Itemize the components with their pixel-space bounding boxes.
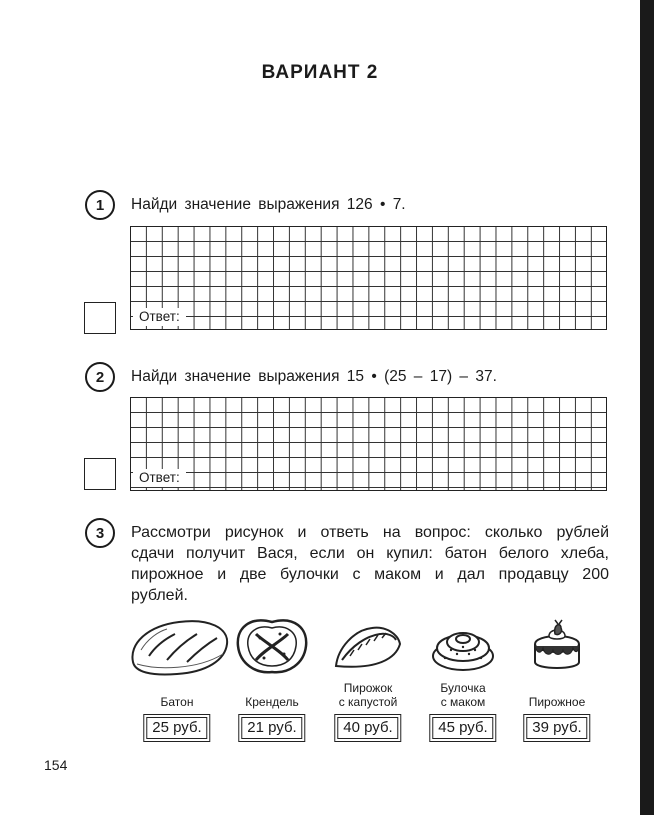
price-tag	[143, 714, 210, 742]
page-title: ВАРИАНТ 2	[261, 62, 379, 83]
product-price: 21 руб.	[241, 717, 302, 739]
pretzel-icon	[230, 614, 314, 678]
product-item	[413, 614, 513, 744]
task-2-answer-grid[interactable]	[130, 397, 607, 491]
task-2-text: Найди значение выражения 15 • (25 – 17) – 37.	[131, 368, 497, 385]
product-price: 39 руб.	[526, 717, 587, 739]
price-tag	[523, 714, 590, 742]
product-name-line2: Пирожное	[528, 695, 586, 709]
product-item	[222, 614, 322, 744]
product-price: 25 руб.	[146, 717, 207, 739]
product-item	[507, 614, 607, 744]
task-1-answer-label: Ответ:	[133, 308, 186, 326]
task-1-score-box[interactable]	[84, 302, 116, 334]
task-2-score-box[interactable]	[84, 458, 116, 490]
product-name-line2: с маком	[440, 695, 486, 709]
poppy-bun-icon	[427, 614, 499, 678]
product-item	[127, 614, 227, 744]
product-name-line2: Батон	[160, 695, 194, 709]
product-name-line1: Пирожок	[343, 681, 393, 695]
task-2-number: 2	[85, 362, 115, 392]
product-price: 40 руб.	[337, 717, 398, 739]
bread-loaf-icon	[127, 614, 231, 678]
price-tag	[429, 714, 496, 742]
task-1-text: Найди значение выражения 126 • 7.	[131, 196, 406, 213]
pie-icon	[330, 614, 406, 678]
product-price: 45 руб.	[432, 717, 493, 739]
product-item	[318, 614, 418, 744]
price-tag	[334, 714, 401, 742]
task-3-text: Рассмотри рисунок и ответь на вопрос: сколько рублей сдачи получит Вася, если он купил: батон белого хлеба, пирожное и две булочки с маком и дал продавцу 200 рублей.	[131, 524, 609, 604]
task-1-number: 1	[85, 190, 115, 220]
task-1-answer-grid[interactable]	[130, 226, 607, 330]
product-name-line2: Крендель	[245, 695, 299, 709]
task-2-answer-label: Ответ:	[133, 469, 186, 487]
task-3-number: 3	[85, 518, 115, 548]
cake-icon	[525, 614, 589, 678]
product-name-line1: Булочка	[440, 681, 486, 695]
product-name-line2: с капустой	[338, 695, 398, 709]
price-tag	[238, 714, 305, 742]
page-number: 154	[44, 757, 68, 773]
